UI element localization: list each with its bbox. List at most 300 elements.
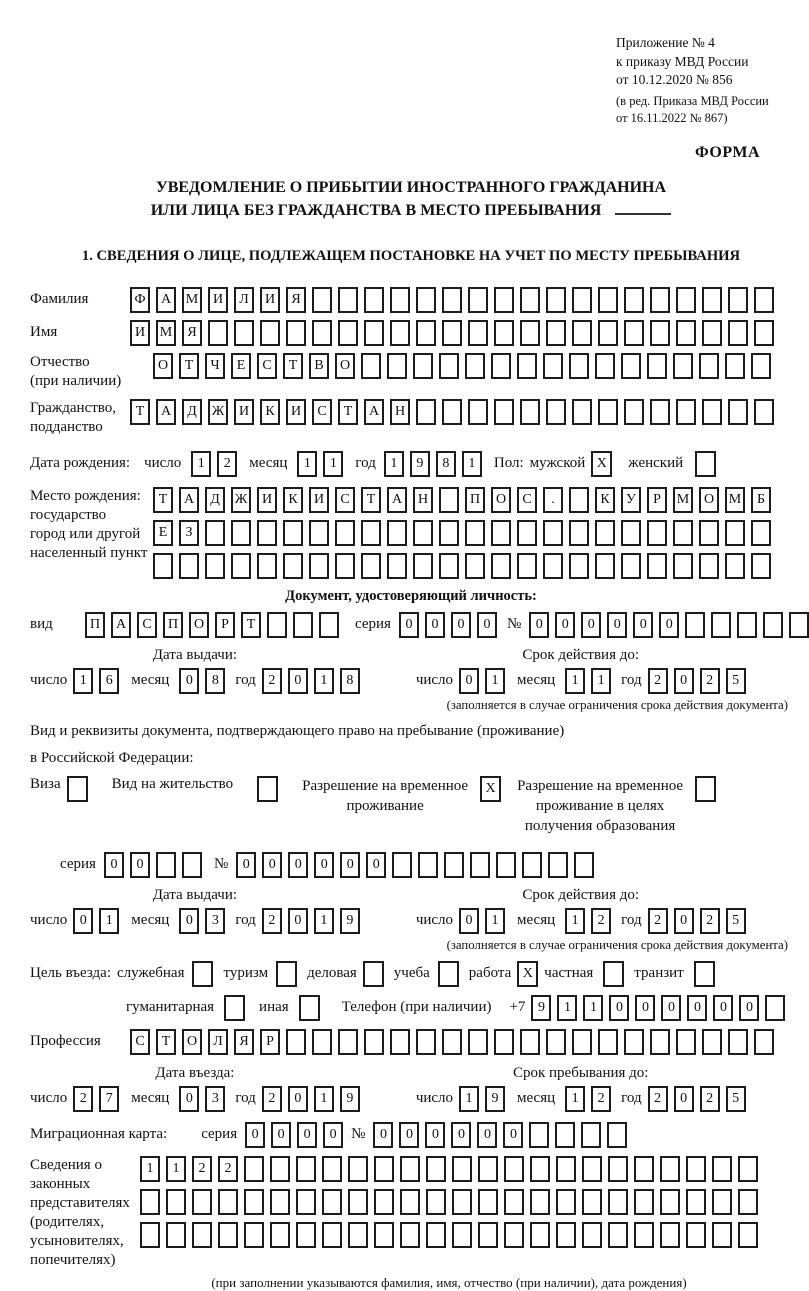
cell[interactable]: 0 — [236, 852, 256, 878]
cell[interactable] — [624, 399, 644, 425]
cell[interactable]: 1 — [591, 668, 611, 694]
cell[interactable]: 0 — [459, 668, 479, 694]
cell[interactable] — [478, 1156, 498, 1182]
cell[interactable]: Е — [231, 353, 251, 379]
cell[interactable] — [182, 852, 202, 878]
given-name-boxes[interactable] — [130, 320, 774, 346]
cell[interactable]: 0 — [399, 1122, 419, 1148]
male-checkbox[interactable]: X — [591, 451, 612, 477]
cell[interactable]: 1 — [565, 668, 585, 694]
cell[interactable] — [322, 1156, 342, 1182]
cell[interactable]: 0 — [687, 995, 707, 1021]
cell[interactable] — [390, 320, 410, 346]
cell[interactable] — [660, 1156, 680, 1182]
patronymic-boxes[interactable] — [153, 353, 771, 379]
cell[interactable] — [338, 1029, 358, 1055]
cell[interactable]: 0 — [555, 612, 575, 638]
cell[interactable] — [465, 520, 485, 546]
cell[interactable] — [322, 1222, 342, 1248]
cell[interactable]: Т — [156, 1029, 176, 1055]
cell[interactable] — [685, 612, 705, 638]
cell[interactable] — [751, 520, 771, 546]
cell[interactable] — [763, 612, 783, 638]
cell[interactable] — [673, 553, 693, 579]
birth-day-boxes[interactable] — [191, 451, 237, 477]
cell[interactable]: Б — [751, 487, 771, 513]
cell[interactable] — [546, 1029, 566, 1055]
cell[interactable] — [595, 520, 615, 546]
cell[interactable] — [650, 399, 670, 425]
cell[interactable]: Н — [413, 487, 433, 513]
cell[interactable]: 1 — [314, 668, 334, 694]
cell[interactable] — [569, 553, 589, 579]
cell[interactable]: 1 — [140, 1156, 160, 1182]
doc-valid-year-boxes[interactable] — [648, 668, 746, 694]
cell[interactable] — [444, 852, 464, 878]
cell[interactable]: 0 — [633, 612, 653, 638]
business-checkbox[interactable] — [363, 961, 384, 987]
cell[interactable]: 1 — [73, 668, 93, 694]
cell[interactable]: 0 — [477, 1122, 497, 1148]
temp-residence-checkbox[interactable]: X — [480, 776, 501, 802]
cell[interactable] — [361, 553, 381, 579]
representatives-row1-boxes[interactable] — [140, 1156, 758, 1182]
cell[interactable]: 0 — [288, 908, 308, 934]
cell[interactable]: 0 — [130, 852, 150, 878]
cell[interactable]: 2 — [192, 1156, 212, 1182]
cell[interactable] — [442, 399, 462, 425]
cell[interactable]: 2 — [217, 451, 237, 477]
cell[interactable] — [546, 399, 566, 425]
cell[interactable]: 0 — [104, 852, 124, 878]
cell[interactable]: Ф — [130, 287, 150, 313]
cell[interactable]: 0 — [477, 612, 497, 638]
cell[interactable] — [789, 612, 809, 638]
cell[interactable]: М — [156, 320, 176, 346]
cell[interactable] — [699, 553, 719, 579]
phone-digit-boxes[interactable] — [531, 995, 785, 1021]
cell[interactable] — [738, 1189, 758, 1215]
cell[interactable] — [673, 520, 693, 546]
doc-number-boxes[interactable] — [529, 612, 809, 638]
cell[interactable] — [725, 553, 745, 579]
cell[interactable] — [548, 852, 568, 878]
cell[interactable] — [699, 520, 719, 546]
cell[interactable]: 0 — [674, 668, 694, 694]
cell[interactable] — [650, 287, 670, 313]
cell[interactable] — [439, 353, 459, 379]
cell[interactable]: С — [130, 1029, 150, 1055]
cell[interactable] — [702, 287, 722, 313]
humanitarian-checkbox[interactable] — [224, 995, 245, 1021]
cell[interactable] — [468, 399, 488, 425]
birth-year-boxes[interactable] — [384, 451, 482, 477]
cell[interactable] — [364, 1029, 384, 1055]
cell[interactable] — [737, 612, 757, 638]
res-valid-month-boxes[interactable] — [565, 908, 611, 934]
cell[interactable] — [478, 1189, 498, 1215]
cell[interactable]: 2 — [262, 1086, 282, 1112]
cell[interactable]: А — [111, 612, 131, 638]
cell[interactable]: 0 — [635, 995, 655, 1021]
cell[interactable]: 0 — [288, 852, 308, 878]
study-checkbox[interactable] — [438, 961, 459, 987]
res-number-boxes[interactable] — [236, 852, 594, 878]
cell[interactable] — [634, 1189, 654, 1215]
cell[interactable] — [517, 553, 537, 579]
cell[interactable] — [581, 1122, 601, 1148]
cell[interactable]: Ж — [231, 487, 251, 513]
cell[interactable] — [387, 353, 407, 379]
cell[interactable] — [621, 520, 641, 546]
cell[interactable] — [702, 399, 722, 425]
cell[interactable]: 1 — [297, 451, 317, 477]
cell[interactable]: К — [260, 399, 280, 425]
cell[interactable]: О — [182, 1029, 202, 1055]
cell[interactable]: И — [234, 399, 254, 425]
cell[interactable]: 0 — [674, 908, 694, 934]
cell[interactable]: 0 — [607, 612, 627, 638]
cell[interactable]: 2 — [262, 908, 282, 934]
cell[interactable]: 0 — [609, 995, 629, 1021]
res-valid-year-boxes[interactable] — [648, 908, 746, 934]
cell[interactable] — [598, 320, 618, 346]
cell[interactable]: К — [595, 487, 615, 513]
cell[interactable]: Т — [338, 399, 358, 425]
cell[interactable] — [608, 1156, 628, 1182]
cell[interactable] — [442, 320, 462, 346]
cell[interactable] — [582, 1222, 602, 1248]
cell[interactable]: Д — [182, 399, 202, 425]
cell[interactable]: 2 — [648, 1086, 668, 1112]
cell[interactable] — [296, 1222, 316, 1248]
cell[interactable] — [556, 1156, 576, 1182]
cell[interactable]: 9 — [485, 1086, 505, 1112]
cell[interactable] — [418, 852, 438, 878]
cell[interactable]: 1 — [459, 1086, 479, 1112]
cell[interactable] — [491, 553, 511, 579]
cell[interactable]: 2 — [262, 668, 282, 694]
cell[interactable] — [504, 1222, 524, 1248]
res-valid-day-boxes[interactable] — [459, 908, 505, 934]
cell[interactable] — [416, 320, 436, 346]
cell[interactable]: А — [364, 399, 384, 425]
cell[interactable]: 0 — [366, 852, 386, 878]
cell[interactable] — [192, 1189, 212, 1215]
doc-kind-boxes[interactable] — [85, 612, 339, 638]
cell[interactable]: П — [85, 612, 105, 638]
cell[interactable] — [520, 320, 540, 346]
cell[interactable] — [465, 353, 485, 379]
cell[interactable]: Р — [215, 612, 235, 638]
cell[interactable] — [686, 1222, 706, 1248]
cell[interactable]: . — [543, 487, 563, 513]
cell[interactable]: 8 — [436, 451, 456, 477]
cell[interactable] — [205, 553, 225, 579]
cell[interactable]: Р — [647, 487, 667, 513]
cell[interactable]: И — [286, 399, 306, 425]
cell[interactable] — [413, 520, 433, 546]
cell[interactable] — [322, 1189, 342, 1215]
cell[interactable] — [582, 1156, 602, 1182]
cell[interactable] — [754, 1029, 774, 1055]
cell[interactable] — [621, 553, 641, 579]
cell[interactable] — [439, 553, 459, 579]
citizenship-boxes[interactable] — [130, 399, 774, 425]
cell[interactable] — [270, 1189, 290, 1215]
cell[interactable] — [293, 612, 313, 638]
cell[interactable]: И — [260, 287, 280, 313]
cell[interactable]: О — [699, 487, 719, 513]
cell[interactable] — [140, 1222, 160, 1248]
cell[interactable] — [712, 1189, 732, 1215]
cell[interactable] — [442, 287, 462, 313]
cell[interactable] — [312, 320, 332, 346]
cell[interactable] — [374, 1189, 394, 1215]
cell[interactable] — [676, 399, 696, 425]
cell[interactable]: Ч — [205, 353, 225, 379]
birth-place-row2-boxes[interactable] — [153, 520, 771, 546]
cell[interactable]: 7 — [99, 1086, 119, 1112]
cell[interactable] — [728, 320, 748, 346]
birth-place-row3-boxes[interactable] — [153, 553, 771, 579]
cell[interactable] — [156, 852, 176, 878]
cell[interactable]: 1 — [323, 451, 343, 477]
representatives-row2-boxes[interactable] — [140, 1189, 758, 1215]
cell[interactable]: В — [309, 353, 329, 379]
cell[interactable]: 2 — [591, 1086, 611, 1112]
cell[interactable] — [361, 520, 381, 546]
cell[interactable]: И — [130, 320, 150, 346]
cell[interactable] — [660, 1189, 680, 1215]
cell[interactable] — [267, 612, 287, 638]
cell[interactable] — [676, 287, 696, 313]
stay-day-boxes[interactable] — [459, 1086, 505, 1112]
doc-issue-month-boxes[interactable] — [179, 668, 225, 694]
residence-permit-checkbox[interactable] — [257, 776, 278, 802]
cell[interactable] — [725, 520, 745, 546]
cell[interactable]: 0 — [674, 1086, 694, 1112]
cell[interactable] — [607, 1122, 627, 1148]
cell[interactable] — [621, 353, 641, 379]
cell[interactable]: 1 — [565, 908, 585, 934]
cell[interactable] — [416, 287, 436, 313]
cell[interactable] — [504, 1189, 524, 1215]
cell[interactable]: 1 — [314, 1086, 334, 1112]
cell[interactable] — [572, 1029, 592, 1055]
cell[interactable] — [572, 287, 592, 313]
entry-day-boxes[interactable] — [73, 1086, 119, 1112]
cell[interactable]: 8 — [205, 668, 225, 694]
cell[interactable] — [569, 353, 589, 379]
cell[interactable] — [494, 1029, 514, 1055]
doc-valid-month-boxes[interactable] — [565, 668, 611, 694]
cell[interactable]: М — [182, 287, 202, 313]
cell[interactable] — [234, 320, 254, 346]
cell[interactable] — [192, 1222, 212, 1248]
temp-residence-edu-checkbox[interactable] — [695, 776, 716, 802]
cell[interactable]: Я — [182, 320, 202, 346]
cell[interactable]: Т — [179, 353, 199, 379]
cell[interactable]: 1 — [485, 908, 505, 934]
cell[interactable] — [754, 320, 774, 346]
cell[interactable]: 3 — [205, 908, 225, 934]
cell[interactable]: Н — [390, 399, 410, 425]
cell[interactable] — [416, 1029, 436, 1055]
cell[interactable] — [260, 320, 280, 346]
cell[interactable]: 0 — [373, 1122, 393, 1148]
cell[interactable]: О — [153, 353, 173, 379]
res-issue-year-boxes[interactable] — [262, 908, 360, 934]
cell[interactable]: Я — [234, 1029, 254, 1055]
res-issue-day-boxes[interactable] — [73, 908, 119, 934]
cell[interactable]: 1 — [462, 451, 482, 477]
cell[interactable] — [390, 1029, 410, 1055]
cell[interactable] — [413, 353, 433, 379]
cell[interactable] — [283, 520, 303, 546]
cell[interactable]: Р — [260, 1029, 280, 1055]
transit-checkbox[interactable] — [694, 961, 715, 987]
cell[interactable] — [361, 353, 381, 379]
cell[interactable] — [312, 287, 332, 313]
cell[interactable] — [595, 353, 615, 379]
cell[interactable]: 0 — [713, 995, 733, 1021]
cell[interactable]: 9 — [531, 995, 551, 1021]
cell[interactable] — [335, 553, 355, 579]
cell[interactable] — [452, 1189, 472, 1215]
cell[interactable] — [676, 320, 696, 346]
visa-checkbox[interactable] — [67, 776, 88, 802]
cell[interactable] — [231, 520, 251, 546]
cell[interactable]: С — [257, 353, 277, 379]
cell[interactable] — [179, 553, 199, 579]
cell[interactable] — [555, 1122, 575, 1148]
cell[interactable] — [364, 287, 384, 313]
cell[interactable] — [504, 1156, 524, 1182]
entry-year-boxes[interactable] — [262, 1086, 360, 1112]
cell[interactable] — [595, 553, 615, 579]
cell[interactable]: 0 — [73, 908, 93, 934]
cell[interactable] — [650, 1029, 670, 1055]
cell[interactable] — [208, 320, 228, 346]
cell[interactable] — [647, 353, 667, 379]
cell[interactable] — [712, 1222, 732, 1248]
cell[interactable] — [426, 1222, 446, 1248]
cell[interactable] — [452, 1222, 472, 1248]
cell[interactable] — [392, 852, 412, 878]
cell[interactable] — [153, 553, 173, 579]
cell[interactable] — [712, 1156, 732, 1182]
cell[interactable]: 0 — [288, 668, 308, 694]
cell[interactable] — [442, 1029, 462, 1055]
res-issue-month-boxes[interactable] — [179, 908, 225, 934]
cell[interactable]: 0 — [262, 852, 282, 878]
cell[interactable] — [711, 612, 731, 638]
cell[interactable]: 0 — [179, 908, 199, 934]
cell[interactable]: 1 — [166, 1156, 186, 1182]
entry-month-boxes[interactable] — [179, 1086, 225, 1112]
work-checkbox[interactable]: X — [517, 961, 538, 987]
cell[interactable]: 9 — [340, 1086, 360, 1112]
cell[interactable]: 1 — [583, 995, 603, 1021]
cell[interactable] — [283, 553, 303, 579]
cell[interactable] — [699, 353, 719, 379]
cell[interactable] — [582, 1189, 602, 1215]
cell[interactable] — [374, 1156, 394, 1182]
cell[interactable] — [496, 852, 516, 878]
cell[interactable]: 2 — [700, 668, 720, 694]
cell[interactable] — [624, 320, 644, 346]
cell[interactable] — [364, 320, 384, 346]
surname-boxes[interactable] — [130, 287, 774, 313]
res-series-boxes[interactable] — [104, 852, 202, 878]
cell[interactable] — [468, 1029, 488, 1055]
cell[interactable] — [244, 1156, 264, 1182]
cell[interactable]: 1 — [314, 908, 334, 934]
cell[interactable] — [569, 520, 589, 546]
cell[interactable] — [231, 553, 251, 579]
cell[interactable] — [608, 1189, 628, 1215]
cell[interactable]: Д — [205, 487, 225, 513]
cell[interactable] — [387, 553, 407, 579]
cell[interactable] — [751, 353, 771, 379]
cell[interactable] — [348, 1189, 368, 1215]
cell[interactable] — [468, 287, 488, 313]
cell[interactable]: Л — [208, 1029, 228, 1055]
cell[interactable] — [338, 287, 358, 313]
cell[interactable] — [270, 1222, 290, 1248]
cell[interactable]: А — [387, 487, 407, 513]
cell[interactable]: О — [335, 353, 355, 379]
cell[interactable] — [686, 1189, 706, 1215]
cell[interactable] — [296, 1156, 316, 1182]
cell[interactable] — [270, 1156, 290, 1182]
cell[interactable] — [205, 520, 225, 546]
cell[interactable]: 1 — [191, 451, 211, 477]
private-checkbox[interactable] — [603, 961, 624, 987]
cell[interactable]: М — [673, 487, 693, 513]
cell[interactable] — [543, 553, 563, 579]
cell[interactable] — [543, 353, 563, 379]
cell[interactable]: 0 — [297, 1122, 317, 1148]
cell[interactable]: 1 — [485, 668, 505, 694]
cell[interactable]: З — [179, 520, 199, 546]
cell[interactable] — [728, 287, 748, 313]
cell[interactable] — [335, 520, 355, 546]
cell[interactable]: 1 — [565, 1086, 585, 1112]
cell[interactable]: С — [312, 399, 332, 425]
doc-valid-day-boxes[interactable] — [459, 668, 505, 694]
cell[interactable] — [572, 399, 592, 425]
cell[interactable]: П — [163, 612, 183, 638]
cell[interactable]: Т — [361, 487, 381, 513]
cell[interactable]: 9 — [410, 451, 430, 477]
cell[interactable] — [647, 553, 667, 579]
doc-series-boxes[interactable] — [399, 612, 497, 638]
cell[interactable]: 0 — [451, 612, 471, 638]
cell[interactable] — [465, 553, 485, 579]
cell[interactable]: 1 — [384, 451, 404, 477]
cell[interactable]: 1 — [99, 908, 119, 934]
cell[interactable]: 2 — [218, 1156, 238, 1182]
cell[interactable] — [530, 1222, 550, 1248]
cell[interactable] — [439, 520, 459, 546]
cell[interactable] — [572, 320, 592, 346]
cell[interactable] — [416, 399, 436, 425]
cell[interactable] — [569, 487, 589, 513]
cell[interactable]: Т — [130, 399, 150, 425]
cell[interactable] — [676, 1029, 696, 1055]
